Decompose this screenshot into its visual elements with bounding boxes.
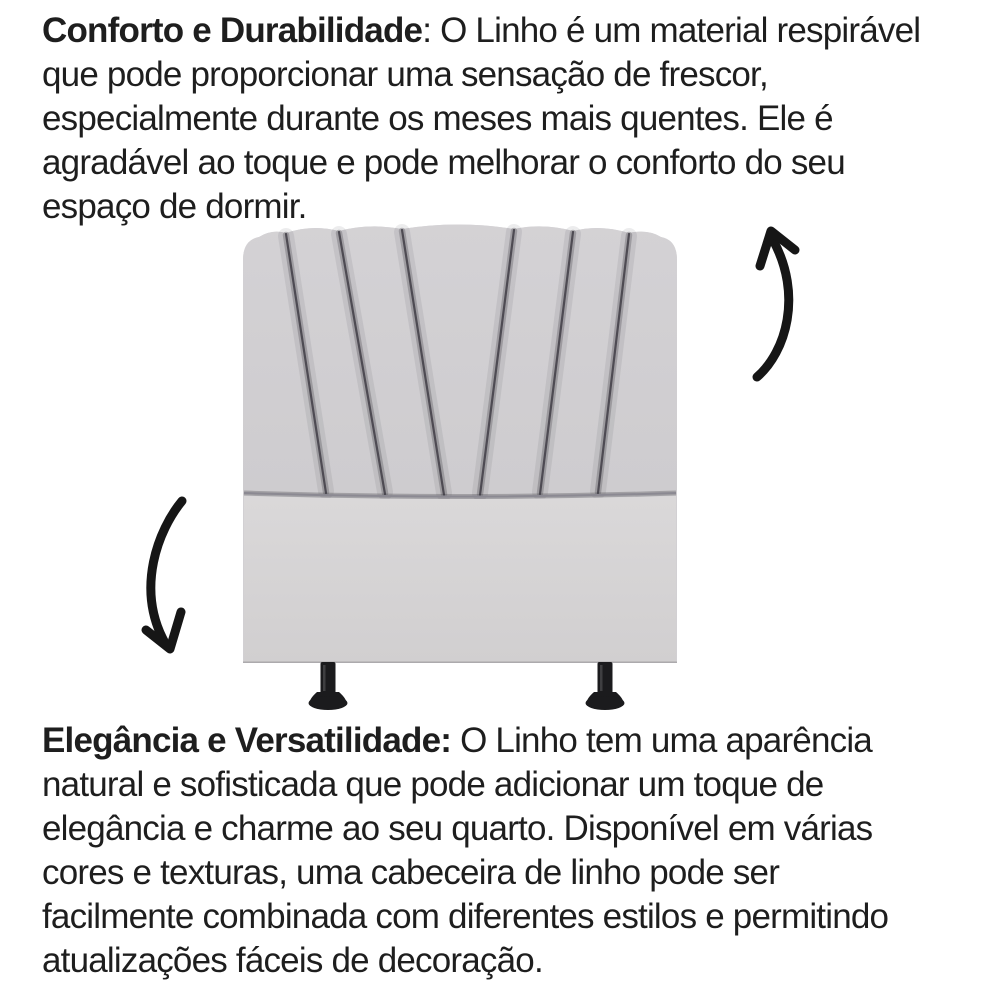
text-segment: : O Linho é um material respirável [422,11,921,50]
text-segment: agradável ao toque e pode melhorar o conforto do seu [42,143,845,182]
text-segment: elegância e charme ao seu quarto. Disponível em várias [42,809,873,848]
headboard-leg-left [309,662,348,710]
text-segment: facilmente combinada com diferentes estilos e permitindo [42,897,889,936]
text-segment: natural e sofisticada que pode adicionar um toque de [42,765,824,804]
headboard-legs [309,662,625,710]
headboard-lower-panel [244,496,676,662]
text-line [42,807,888,851]
text-segment: O Linho tem uma aparência [451,721,872,760]
text-line [42,763,888,807]
heading-elegancia: Elegância e Versatilidade: [42,721,452,760]
heading-conforto: Conforto e Durabilidade [42,11,423,50]
text-segment: cores e texturas, uma cabeceira de linho pode ser [42,853,780,892]
text-line [42,895,888,939]
text-line [42,719,888,763]
text-line [42,851,888,895]
text-segment: especialmente durante os meses mais quentes. Ele é [42,99,833,138]
text-segment: atualizações fáceis de decoração. [42,941,543,980]
curved-arrow-down-icon [146,501,182,649]
curved-arrow-up-icon [757,231,795,377]
headboard-body [243,225,677,664]
text-line [42,939,888,983]
text-segment: que pode proporcionar uma sensação de frescor, [42,55,768,94]
text-segment: espaço de dormir. [42,187,307,226]
headboard-leg-right [586,662,625,710]
paragraph-elegancia [42,719,888,983]
